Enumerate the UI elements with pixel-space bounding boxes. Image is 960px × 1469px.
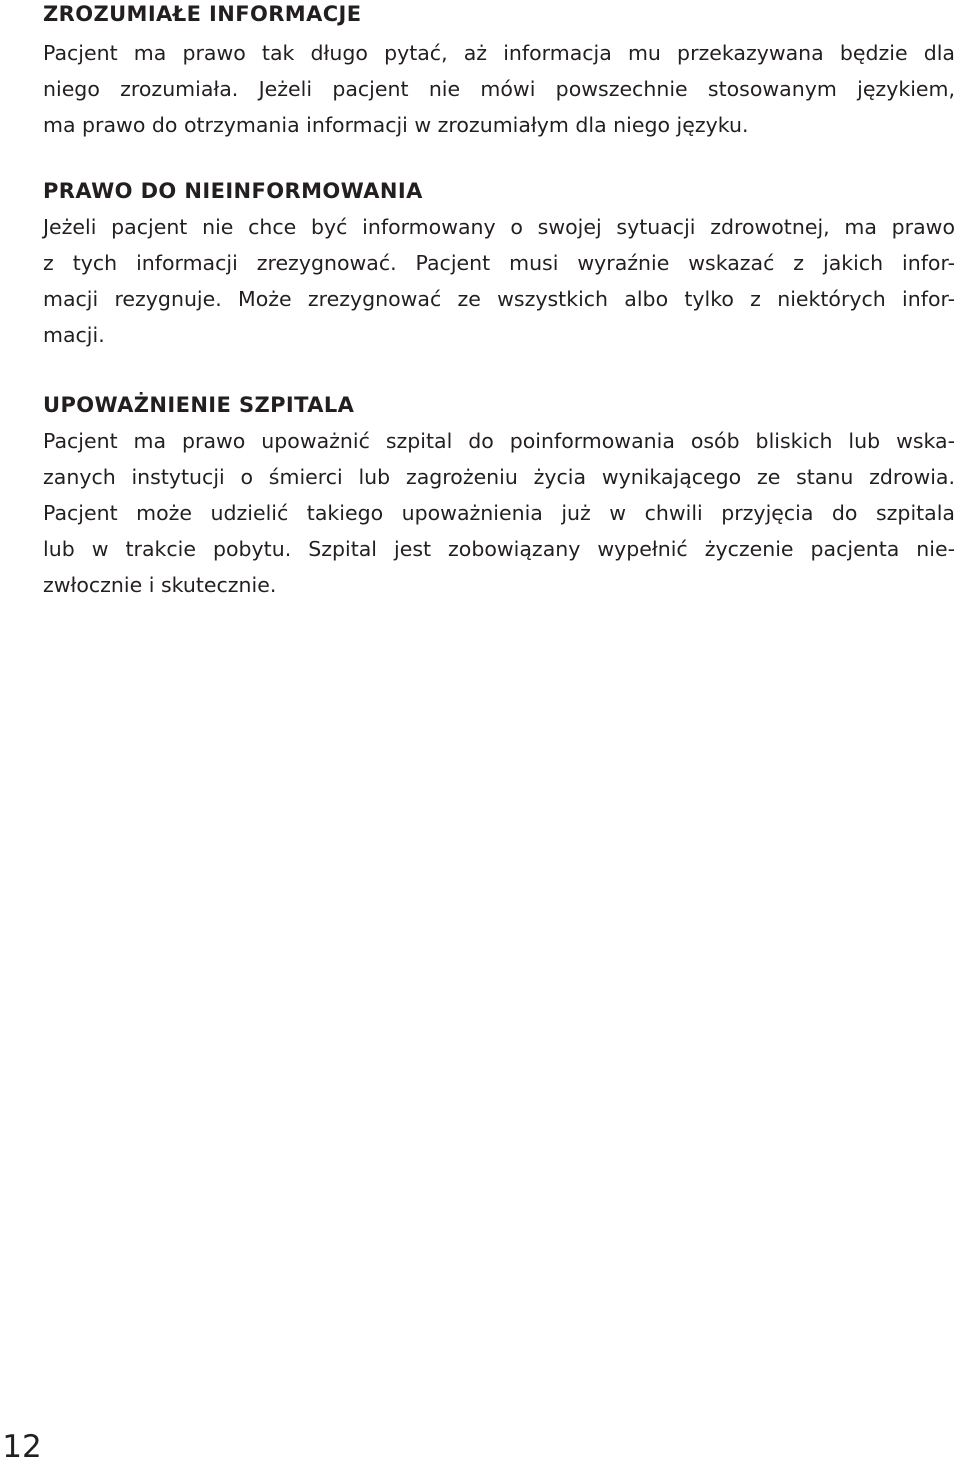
paragraph-line: niego zrozumiała. Jeżeli pacjent nie mówi powszechnie stosowanym językiem,: [43, 77, 955, 101]
section-heading: UPOWAŻNIENIE SZPITALA: [43, 393, 355, 417]
paragraph-line: macji rezygnuje. Może zrezygnować ze wszystkich albo tylko z niektórych infor-: [43, 287, 955, 311]
paragraph-line: lub w trakcie pobytu. Szpital jest zobowiązany wypełnić życzenie pacjenta nie-: [43, 537, 955, 561]
section-heading: PRAWO DO NIEINFORMOWANIA: [43, 179, 423, 203]
paragraph-line: macji.: [43, 323, 105, 347]
paragraph-line: ma prawo do otrzymania informacji w zrozumiałym dla niego języku.: [43, 113, 749, 137]
section-upowaznienie-szpitala: [43, 391, 955, 603]
paragraph-line: Pacjent może udzielić takiego upoważnienia już w chwili przyjęcia do szpitala: [43, 501, 955, 525]
paragraph-line: Pacjent ma prawo tak długo pytać, aż informacja mu przekazywana będzie dla: [43, 41, 955, 65]
paragraph-line: zanych instytucji o śmierci lub zagrożeniu życia wynikającego ze stanu zdrowia.: [43, 465, 955, 489]
paragraph-line: z tych informacji zrezygnować. Pacjent musi wyraźnie wskazać z jakich infor-: [43, 251, 955, 275]
section-heading: ZROZUMIAŁE INFORMACJE: [43, 2, 362, 26]
paragraph-line: zwłocznie i skutecznie.: [43, 573, 277, 597]
paragraph-line: Pacjent ma prawo upoważnić szpital do poinformowania osób bliskich lub wska-: [43, 429, 955, 453]
page-number: 12: [2, 1429, 42, 1465]
section-prawo-do-nieinformowania: [43, 177, 955, 353]
section-zrozumiale-informacje: [43, 0, 955, 143]
paragraph-line: Jeżeli pacjent nie chce być informowany o swojej sytuacji zdrowotnej, ma prawo: [43, 215, 955, 239]
